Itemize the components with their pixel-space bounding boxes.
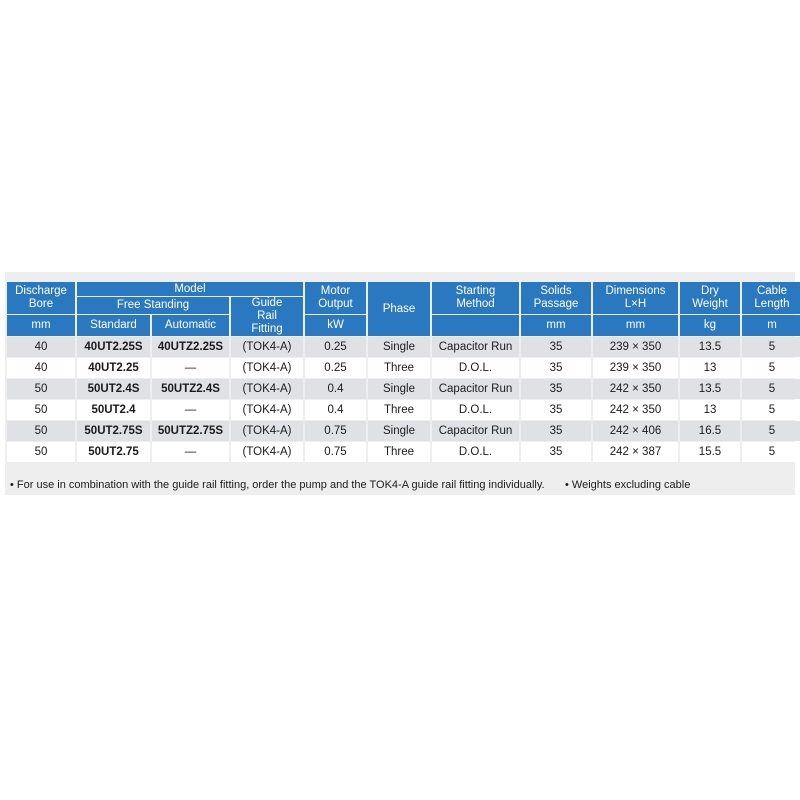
header-starting-method-unit — [432, 315, 519, 336]
cell-phase: Three — [368, 442, 430, 462]
cell-bore: 50 — [7, 442, 75, 462]
cell-solids: 35 — [521, 421, 591, 441]
table-row — [7, 400, 800, 420]
cell-weight: 13 — [680, 358, 740, 378]
cell-solids: 35 — [521, 358, 591, 378]
table-row — [7, 358, 800, 378]
cell-dimensions: 242 × 350 — [593, 379, 678, 399]
cell-cable: 5 — [742, 337, 800, 357]
table-header — [7, 282, 800, 336]
cell-output: 0.4 — [305, 400, 366, 420]
cell-starting: D.O.L. — [432, 400, 519, 420]
cell-automatic-model: 50UTZ2.75S — [152, 421, 229, 441]
header-discharge-bore-unit: mm — [7, 315, 75, 336]
header-free-standing: Free Standing — [77, 297, 229, 314]
cell-bore: 50 — [7, 379, 75, 399]
cell-starting: Capacitor Run — [432, 337, 519, 357]
cell-guide-rail: (TOK4-A) — [231, 337, 303, 357]
cell-phase: Three — [368, 358, 430, 378]
header-dry-weight-unit: kg — [680, 315, 740, 336]
header-motor-output-unit: kW — [305, 315, 366, 336]
cell-standard-model: 50UT2.4S — [77, 379, 150, 399]
cell-output: 0.4 — [305, 379, 366, 399]
cell-automatic-model: — — [152, 442, 229, 462]
cell-weight: 16.5 — [680, 421, 740, 441]
cell-solids: 35 — [521, 442, 591, 462]
header-motor-output: Motor Output — [305, 282, 366, 314]
cell-weight: 13.5 — [680, 337, 740, 357]
cell-bore: 40 — [7, 358, 75, 378]
cell-dimensions: 239 × 350 — [593, 358, 678, 378]
cell-automatic-model: 50UTZ2.4S — [152, 379, 229, 399]
cell-bore: 50 — [7, 400, 75, 420]
cell-cable: 5 — [742, 421, 800, 441]
cell-output: 0.75 — [305, 421, 366, 441]
header-model: Model — [77, 282, 303, 296]
cell-phase: Single — [368, 421, 430, 441]
cell-starting: Capacitor Run — [432, 379, 519, 399]
cell-weight: 13 — [680, 400, 740, 420]
header-solids-passage: Solids Passage — [521, 282, 591, 314]
cell-phase: Three — [368, 400, 430, 420]
footnotes — [10, 479, 691, 491]
header-starting-method: Starting Method — [432, 282, 519, 314]
cell-phase: Single — [368, 379, 430, 399]
cell-weight: 13.5 — [680, 379, 740, 399]
cell-standard-model: 50UT2.4 — [77, 400, 150, 420]
cell-output: 0.75 — [305, 442, 366, 462]
cell-bore: 50 — [7, 421, 75, 441]
header-standard: Standard — [77, 315, 150, 336]
header-dimensions: Dimensions L×H — [593, 282, 678, 314]
cell-starting: D.O.L. — [432, 358, 519, 378]
cell-standard-model: 50UT2.75S — [77, 421, 150, 441]
cell-automatic-model: — — [152, 358, 229, 378]
table-row — [7, 442, 800, 462]
cell-solids: 35 — [521, 337, 591, 357]
header-dry-weight: Dry Weight — [680, 282, 740, 314]
header-discharge-bore: Discharge Bore — [7, 282, 75, 314]
header-solids-passage-unit: mm — [521, 315, 591, 336]
guide-rail-note: • For use in combination with the guide rail fitting, order the pump and the TOK4-A guide rail fitting individually. — [10, 479, 545, 491]
cell-guide-rail: (TOK4-A) — [231, 421, 303, 441]
table-body — [7, 337, 800, 462]
cell-dimensions: 239 × 350 — [593, 337, 678, 357]
table-row — [7, 421, 800, 441]
cell-solids: 35 — [521, 400, 591, 420]
cell-cable: 5 — [742, 379, 800, 399]
cell-solids: 35 — [521, 379, 591, 399]
cell-guide-rail: (TOK4-A) — [231, 358, 303, 378]
header-phase: Phase — [368, 282, 430, 336]
header-automatic: Automatic — [152, 315, 229, 336]
weight-note: • Weights excluding cable — [565, 479, 691, 491]
header-guide-rail-fitting: Guide Rail Fitting — [231, 297, 303, 336]
cell-guide-rail: (TOK4-A) — [231, 379, 303, 399]
cell-cable: 5 — [742, 400, 800, 420]
cell-guide-rail: (TOK4-A) — [231, 400, 303, 420]
header-dimensions-unit: mm — [593, 315, 678, 336]
cell-cable: 5 — [742, 442, 800, 462]
cell-automatic-model: — — [152, 400, 229, 420]
cell-starting: D.O.L. — [432, 442, 519, 462]
cell-standard-model: 50UT2.75 — [77, 442, 150, 462]
cell-automatic-model: 40UTZ2.25S — [152, 337, 229, 357]
header-cable-length: Cable Length — [742, 282, 800, 314]
cell-output: 0.25 — [305, 358, 366, 378]
table-row — [7, 337, 800, 357]
cell-standard-model: 40UT2.25S — [77, 337, 150, 357]
cell-cable: 5 — [742, 358, 800, 378]
cell-dimensions: 242 × 406 — [593, 421, 678, 441]
cell-output: 0.25 — [305, 337, 366, 357]
cell-guide-rail: (TOK4-A) — [231, 442, 303, 462]
pump-spec-table — [5, 281, 800, 463]
cell-phase: Single — [368, 337, 430, 357]
cell-bore: 40 — [7, 337, 75, 357]
cell-dimensions: 242 × 387 — [593, 442, 678, 462]
table-row — [7, 379, 800, 399]
cell-weight: 15.5 — [680, 442, 740, 462]
cell-standard-model: 40UT2.25 — [77, 358, 150, 378]
header-cable-length-unit: m — [742, 315, 800, 336]
cell-starting: Capacitor Run — [432, 421, 519, 441]
cell-dimensions: 242 × 350 — [593, 400, 678, 420]
